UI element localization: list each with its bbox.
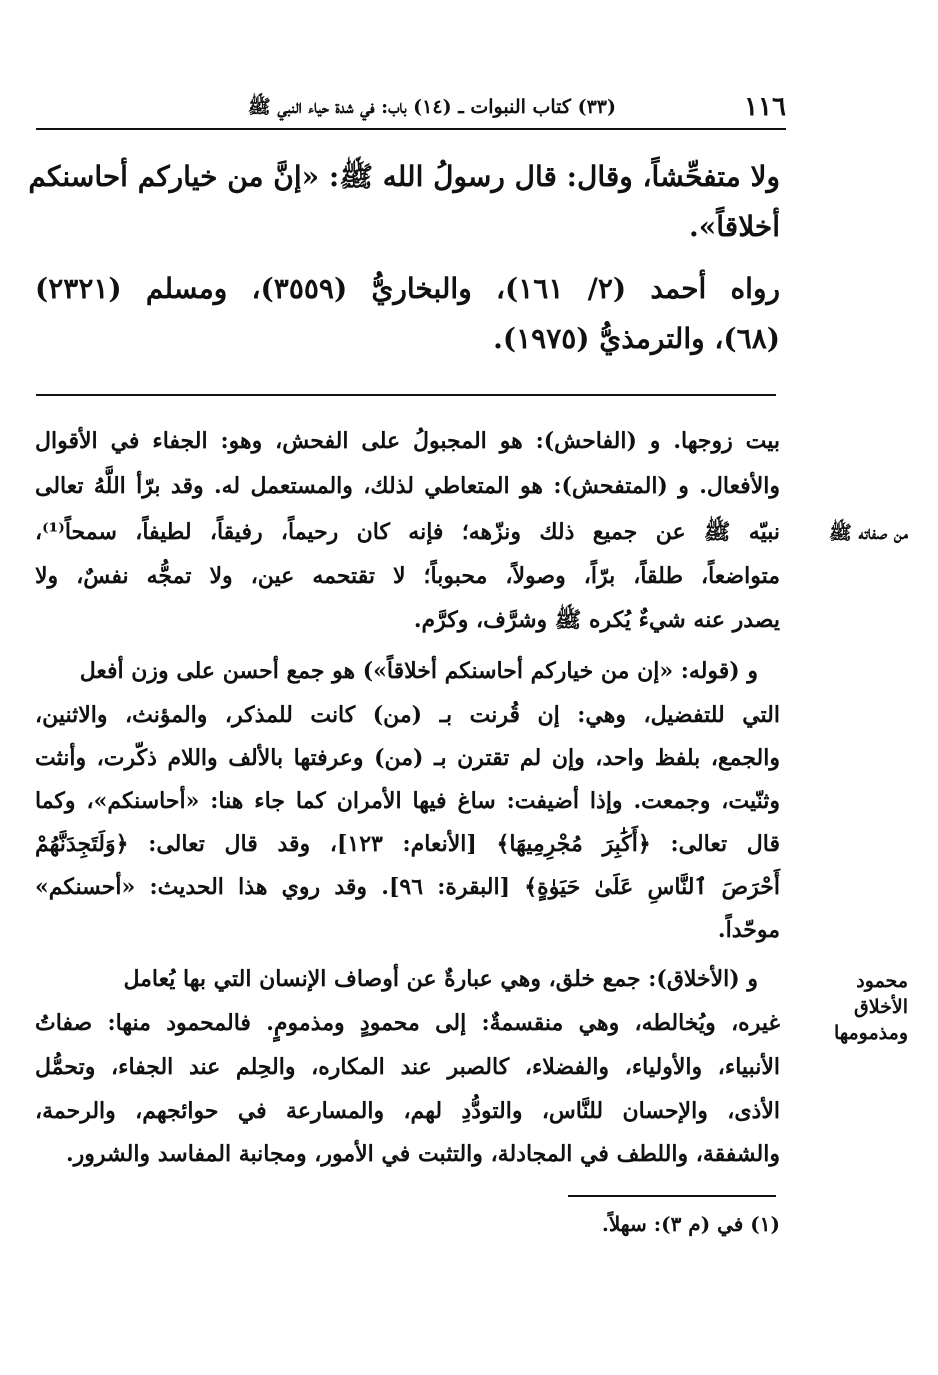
page-number: ١١٦ <box>744 92 786 122</box>
commentary-line: قال تعالى: ﴿أَكَٰبِرَ مُجْرِمِيهَا﴾ [الأنعام: ١٢٣]، وقد قال تعالى: ﴿وَلَتَجِدَنَّهُمْ <box>35 831 780 857</box>
margin-note-line: الأخلاق <box>854 996 908 1018</box>
commentary-line: والشفقة، واللطف في المجادلة، والتثبت في الأمور، ومجانبة المفاسد والشرور. <box>65 1141 780 1167</box>
margin-note <box>798 968 908 1046</box>
commentary-line: موحّداً. <box>717 917 780 943</box>
commentary-line: أَحْرَصَ ٱلنَّاسِ عَلَىٰ حَيَوٰةٍ﴾ [البقرة: ٩٦]. وقد روي هذا الحديث: «أحسنكم» <box>35 874 780 900</box>
margin-note: من صفاته ﷺ <box>828 522 908 544</box>
commentary-line: والأفعال. و (المتفحش): هو المتعاطي لذلك، والمستعمل له. وقد برّأ اللَّهُ تعالى <box>35 473 780 499</box>
running-title: (٣٣) كتاب النبوات ـ (١٤) باب: في شدة حياء النبي ﷺ <box>247 96 616 118</box>
separator-rule <box>36 394 776 396</box>
commentary-line: نبيّه ﷺ عن جميع ذلك ونزّهه؛ فإنه كان رحيماً، رفيقاً، لطيفاً، سمحاً⁽¹⁾، <box>35 519 780 545</box>
commentary-line: متواضعاً، طلقاً، برّاً، وصولاً، محبوباً؛ لا تقتحمه عين، ولا تمجُّه نفسٌ، ولا <box>35 563 780 589</box>
commentary-line: بيت زوجها. و (الفاحش): هو المجبولُ على الفحش، وهو: الجفاء في الأقوال <box>35 428 780 454</box>
commentary-line: و (قوله: «إن من خياركم أحاسنكم أخلاقاً») هو جمع أحسن على وزن أفعل <box>79 658 758 684</box>
margin-note-line: ومذمومها <box>833 1022 908 1044</box>
running-header <box>36 88 786 130</box>
hadith-line: ولا متفحِّشاً، وقال: قال رسولُ الله ﷺ: «إنَّ من خياركم أحاسنكم <box>28 160 780 193</box>
takhrij-line: رواه أحمد (٢/ ١٦١)، والبخاريُّ (٣٥٥٩)، ومسلم (٢٣٢١) <box>35 272 781 305</box>
commentary-line: التي للتفضيل، وهي: إن قُرنت بـ (من) كانت للمذكر، والمؤنث، والاثنين، <box>35 702 780 728</box>
commentary-line: وثنّيت، وجمعت. وإذا أضيفت: ساغ فيها الأمران كما جاء هنا: «أحاسنكم»، وكما <box>35 788 780 814</box>
commentary-line: و (الأخلاق): جمع خلق، وهي عبارةٌ عن أوصاف الإنسان التي بها يُعامل <box>123 966 758 992</box>
footnote: (١) في (م ٣): سهلاً. <box>601 1212 780 1236</box>
commentary-line: الأنبياء، والأولياء، والفضلاء، كالصبر عند المكاره، والحِلم عند الجفاء، وتحمُّل <box>35 1054 780 1080</box>
hadith-line: أخلاقاً». <box>689 210 780 243</box>
margin-note-line: محمود <box>856 970 908 992</box>
footnote-rule <box>568 1195 776 1197</box>
commentary-line: والجمع، بلفظ واحد، وإن لم تقترن بـ (من) وعرفتها بالألف واللام ذكّرت، وأنثت <box>35 745 780 771</box>
takhrij-line: (٦٨)، والترمذيُّ (١٩٧٥). <box>493 322 780 355</box>
commentary-line: غيره، ويُخالطه، وهي منقسمةٌ: إلى محمودٍ ومذمومٍ. فالمحمود منها: صفاتُ <box>35 1010 780 1036</box>
commentary-line: الأذى، والإحسان للنَّاس، والتودُّدِ لهم، والمسارعة في حوائجهم، والرحمة، <box>35 1098 780 1124</box>
commentary-line: يصدر عنه شيءٌ يُكره ﷺ وشرَّف، وكرَّم. <box>413 607 780 633</box>
